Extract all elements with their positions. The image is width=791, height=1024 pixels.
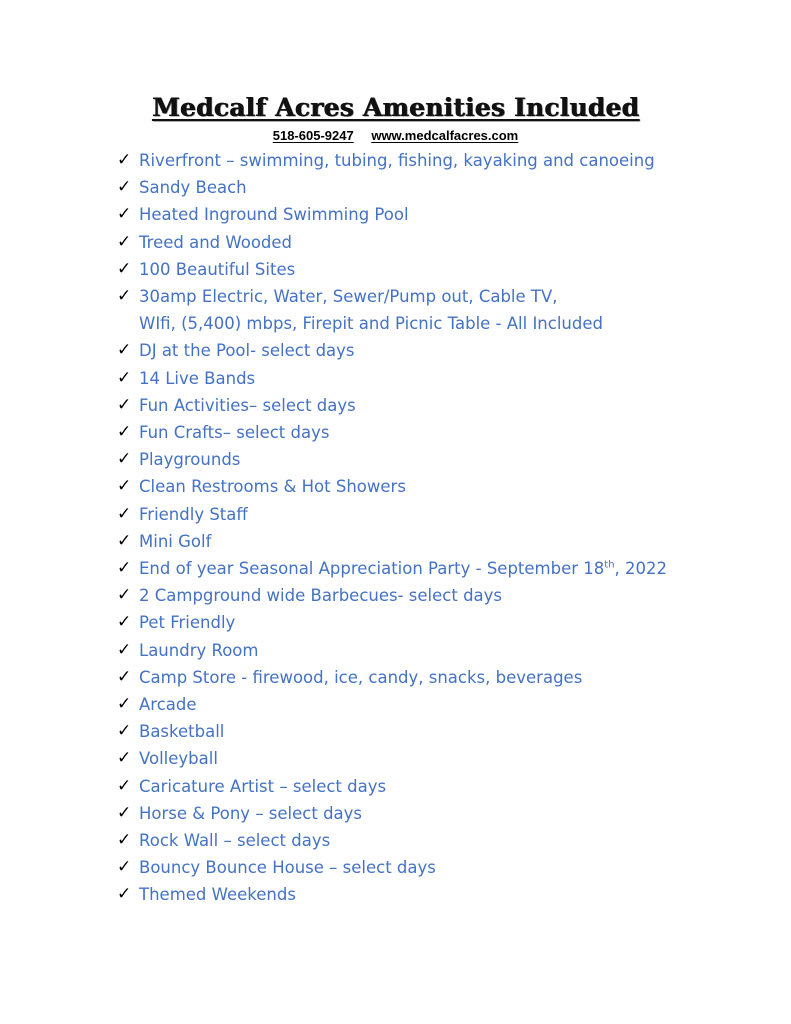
list-item (117, 365, 757, 392)
checkmark-icon: ✓ (117, 884, 132, 905)
checkmark-icon: ✓ (117, 503, 132, 524)
list-item (117, 392, 757, 419)
list-item-text: Fun Crafts– select days (139, 423, 330, 443)
list-item-text: Bouncy Bounce House – select days (139, 858, 436, 878)
checkmark-icon: ✓ (117, 530, 132, 551)
checkmark-icon: ✓ (117, 286, 132, 307)
list-item (117, 718, 757, 745)
checkmark-icon: ✓ (117, 612, 132, 633)
list-item (117, 854, 757, 881)
list-item (117, 773, 757, 800)
checkmark-icon: ✓ (117, 802, 132, 823)
list-item-text: Mini Golf (139, 531, 212, 551)
list-item (117, 174, 757, 201)
checkmark-icon: ✓ (117, 721, 132, 742)
list-item-text: Riverfront – swimming, tubing, fishing, kayaking and canoeing (139, 151, 655, 170)
list-item (117, 337, 757, 364)
checkmark-icon: ✓ (117, 231, 132, 252)
checkmark-icon: ✓ (117, 857, 132, 878)
checkmark-icon: ✓ (117, 449, 132, 470)
list-item (117, 664, 757, 691)
list-item (117, 881, 757, 908)
amenities-list (117, 147, 757, 909)
checkmark-icon: ✓ (117, 394, 132, 415)
list-item-text: 14 Live Bands (139, 368, 256, 388)
list-item-text: Laundry Room (139, 640, 259, 660)
list-item (117, 691, 757, 718)
list-item (117, 473, 757, 500)
checkmark-icon: ✓ (117, 775, 132, 796)
checkmark-icon: ✓ (117, 177, 132, 198)
list-item (117, 229, 757, 256)
checkmark-icon: ✓ (117, 639, 132, 660)
list-item (117, 582, 757, 609)
checkmark-icon: ✓ (117, 558, 132, 579)
website-link[interactable]: www.medcalfacres.com (371, 128, 519, 143)
list-item (117, 637, 757, 664)
list-item-text: Friendly Staff (139, 504, 248, 524)
list-item-text: End of year Seasonal Appreciation Party - September 18 (139, 559, 605, 579)
list-item (117, 827, 757, 854)
checkmark-icon: ✓ (117, 150, 132, 170)
list-item (117, 800, 757, 827)
list-item-text: Horse & Pony – select days (139, 803, 363, 823)
list-item-text: Camp Store - firewood, ice, candy, snacks, beverages (139, 667, 583, 687)
list-item (117, 745, 757, 772)
list-item-text: 100 Beautiful Sites (139, 259, 296, 279)
checkmark-icon: ✓ (117, 830, 132, 851)
checkmark-icon: ✓ (117, 694, 132, 715)
list-item-text: Basketball (139, 722, 225, 742)
list-item (117, 256, 757, 283)
list-item-text: Clean Restrooms & Hot Showers (139, 477, 406, 497)
checkmark-icon: ✓ (117, 666, 132, 687)
checkmark-icon: ✓ (117, 258, 132, 279)
list-item (117, 555, 757, 582)
list-item (117, 528, 757, 555)
checkmark-icon: ✓ (117, 585, 132, 606)
list-item (117, 201, 757, 228)
checkmark-icon: ✓ (117, 422, 132, 443)
page-title: Medcalf Acres Amenities Included (151, 93, 640, 122)
list-item-text: Pet Friendly (139, 613, 236, 633)
list-item-text: Volleyball (139, 749, 218, 769)
list-item (117, 419, 757, 446)
list-item-text: Sandy Beach (139, 178, 247, 198)
list-item-text: Caricature Artist – select days (139, 776, 387, 796)
list-item (117, 147, 757, 174)
contact-line (0, 128, 791, 144)
list-item-continuation: WIfi, (5,400) mbps, Firepit and Picnic Table - All Included (139, 314, 603, 334)
list-item-suffix: , 2022 (614, 559, 668, 579)
list-item-text: DJ at the Pool- select days (139, 341, 355, 361)
checkmark-icon: ✓ (117, 367, 132, 388)
list-item (117, 501, 757, 528)
list-item (117, 446, 757, 473)
list-item-text: 30amp Electric, Water, Sewer/Pump out, Cable TV, (139, 287, 558, 307)
list-item-text: Treed and Wooded (139, 232, 293, 252)
checkmark-icon: ✓ (117, 748, 132, 769)
checkmark-icon: ✓ (117, 476, 132, 497)
list-item (117, 609, 757, 636)
list-item-text: Rock Wall – select days (139, 831, 331, 851)
list-item-text: Heated Inground Swimming Pool (139, 205, 409, 225)
list-item-text: Arcade (139, 695, 197, 715)
list-item-text: 2 Campground wide Barbecues- select days (139, 586, 503, 606)
list-item (117, 283, 757, 337)
ordinal-suffix: th (604, 559, 615, 571)
list-item-text: Playgrounds (139, 450, 241, 470)
checkmark-icon: ✓ (117, 340, 132, 361)
list-item-text: Fun Activities– select days (139, 395, 356, 415)
list-item-text: Themed Weekends (139, 885, 296, 905)
phone-number: 518-605-9247 (272, 128, 354, 143)
checkmark-icon: ✓ (117, 204, 132, 225)
